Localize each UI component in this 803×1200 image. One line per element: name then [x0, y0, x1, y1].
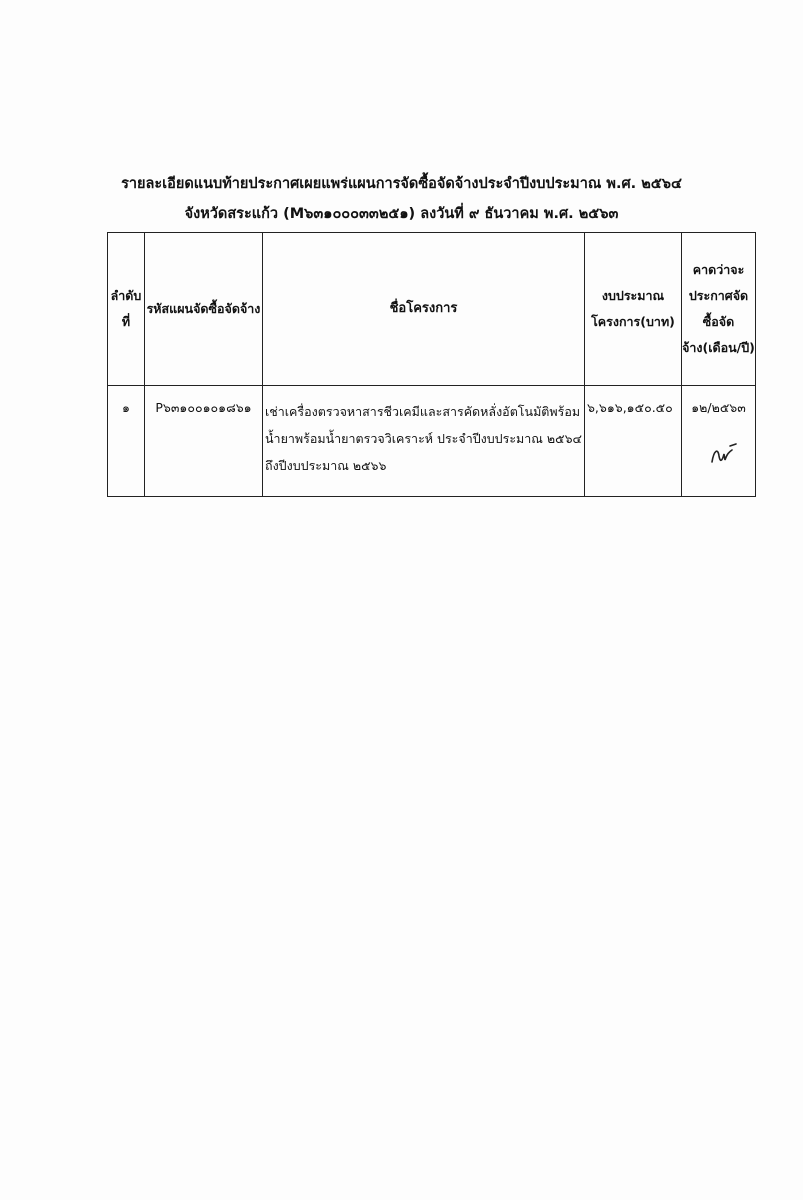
cell-plan-code: P๖๓๑๐๐๑๐๑๘๖๑ [145, 386, 263, 497]
signature-icon [708, 440, 740, 468]
cell-budget: ๖,๖๑๖,๑๕๐.๕๐ [585, 386, 682, 497]
document-subtitle: จังหวัดสระแก้ว (M๖๓๑๐๐๐๓๓๒๕๑) ลงวันที่ ๙ ธันวาคม พ.ศ. ๒๕๖๓ [184, 206, 619, 222]
column-header-expected: คาดว่าจะประกาศจัดซื้อจัดจ้าง(เดือน/ปี) [682, 233, 756, 386]
procurement-plan-table [107, 232, 756, 497]
document-title: รายละเอียดแนบท้ายประกาศเผยแพร่แผนการจัดซื้อจัดจ้างประจำปีงบประมาณ พ.ศ. ๒๕๖๔ [121, 176, 682, 192]
column-header-budget: งบประมาณโครงการ(บาท) [585, 233, 682, 386]
cell-expected-date [682, 386, 756, 497]
table-row [108, 386, 756, 497]
column-header-code: รหัสแผนจัดซื้อจัดจ้าง [145, 233, 263, 386]
column-header-name: ชื่อโครงการ [263, 233, 585, 386]
expected-date-text: ๑๒/๒๕๖๓ [691, 400, 746, 415]
cell-no: ๑ [108, 386, 145, 497]
table-header-row [108, 233, 756, 386]
cell-project-name: เช่าเครื่องตรวจหาสารชีวเคมีและสารคัดหลั่งอัตโนมัติพร้อมน้ำยาพร้อมน้ำยาตรวจวิเคราะห์ ประจำปีงบประมาณ ๒๕๖๔ ถึงปีงบประมาณ ๒๕๖๖ [263, 386, 585, 497]
column-header-no: ลำดับที่ [108, 233, 145, 386]
